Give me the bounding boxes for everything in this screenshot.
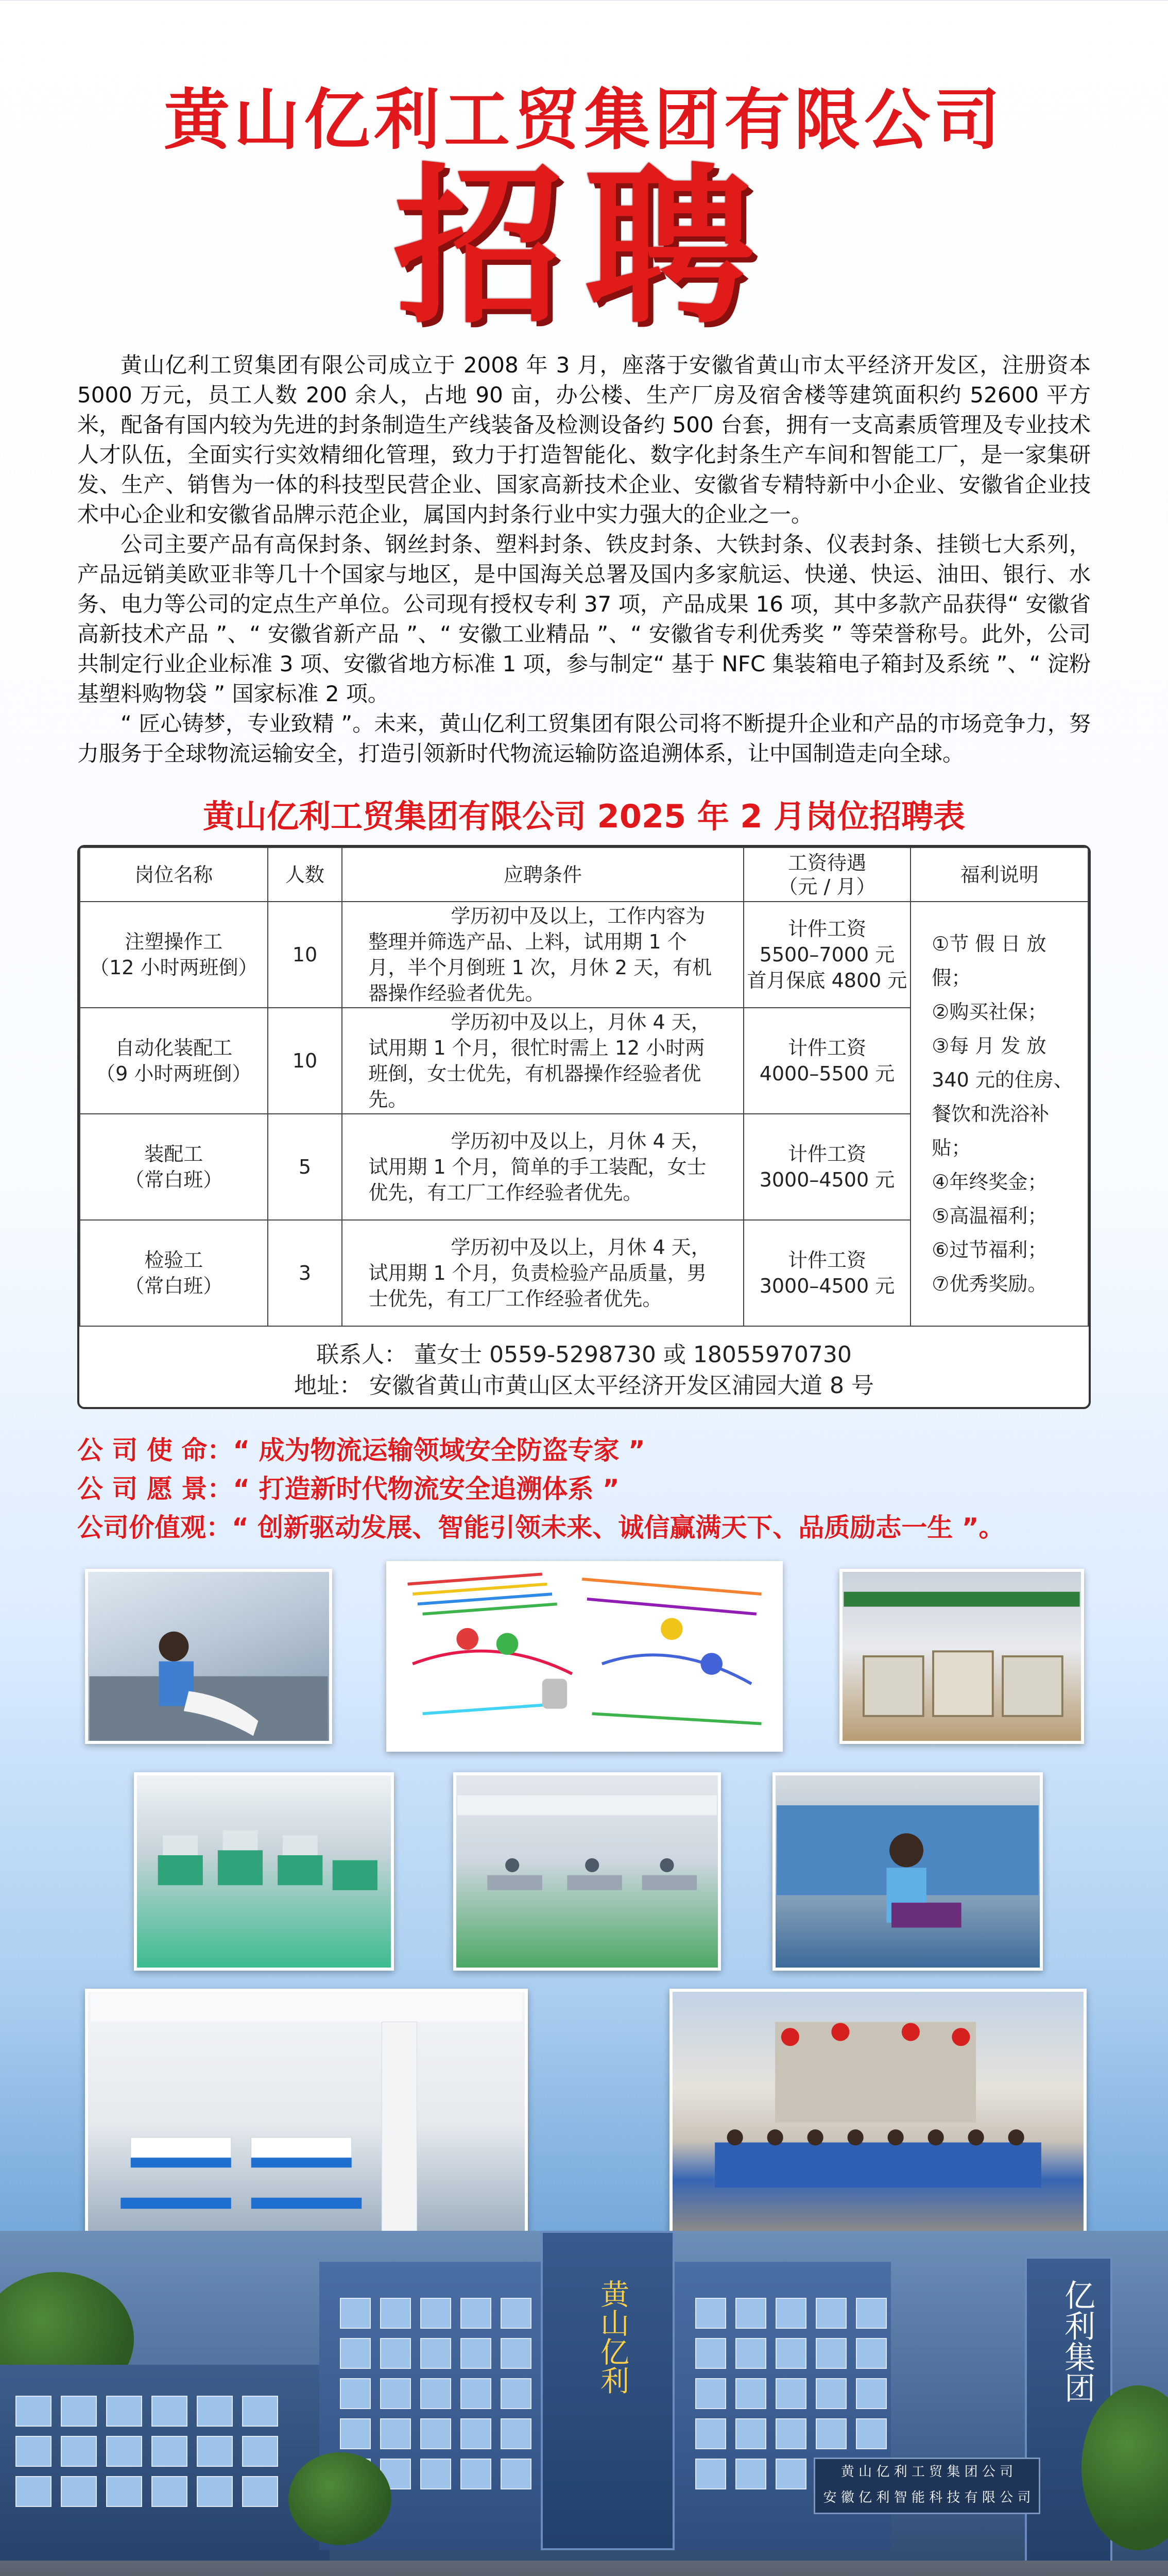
- welfare-item: ③每 月 发 放 340 元的住房、餐饮和洗浴补贴；: [932, 1035, 1073, 1159]
- salary-type: 计件工资: [787, 918, 866, 940]
- window: [420, 2459, 451, 2489]
- window: [380, 2418, 411, 2449]
- window-grid: [15, 2396, 278, 2507]
- count-cell: 10: [268, 1008, 342, 1114]
- office-illustration: [456, 1775, 718, 1968]
- window: [242, 2436, 278, 2467]
- window: [15, 2476, 51, 2507]
- salary-type: 计件工资: [787, 1037, 866, 1059]
- window: [15, 2436, 51, 2467]
- position-cell: [80, 1220, 268, 1326]
- worker-photo: [85, 1569, 332, 1744]
- recruit-table: [77, 845, 1091, 1409]
- window: [61, 2436, 97, 2467]
- window: [106, 2476, 142, 2507]
- salary-cell: [744, 1114, 911, 1220]
- values-slogan: 公司价值观：“ 创新驱动发展、智能引领未来、诚信赢满天下、品质励志一生 ”。: [77, 1513, 1005, 1543]
- welfare-item: ⑤高温福利；: [932, 1205, 1047, 1227]
- window: [460, 2418, 491, 2449]
- office-photo: [453, 1772, 721, 1971]
- window: [735, 2378, 766, 2409]
- welfare-item: ⑥过节福利；: [932, 1239, 1047, 1261]
- window: [776, 2298, 806, 2329]
- position-shift: （常白班）: [125, 1168, 223, 1191]
- header-requirements: 应聘条件: [342, 848, 743, 902]
- welfare-item: ⑦优秀奖励。: [932, 1273, 1047, 1295]
- position-cell: [80, 902, 268, 1008]
- position-shift: （12 小时两班倒）: [90, 956, 258, 979]
- window: [776, 2459, 806, 2489]
- tower-signage: 黄山亿利: [596, 2279, 629, 2395]
- canteen-photo: [85, 1989, 528, 2236]
- header-salary-line1: 工资待遇: [787, 851, 866, 874]
- workshop-photo-green: [134, 1772, 394, 1971]
- team-illustration: [673, 1992, 1084, 2233]
- table-title: 黄山亿利工贸集团有限公司 2025 年 2 月岗位招聘表: [202, 798, 966, 835]
- header-count: 人数: [268, 848, 342, 902]
- window: [695, 2338, 726, 2369]
- window: [856, 2298, 887, 2329]
- worker-illustration: [88, 1572, 329, 1741]
- header-position: 岗位名称: [80, 848, 268, 902]
- sign-line-1: 黄 山 亿 利 工 贸 集 团 公 司: [840, 2464, 1014, 2480]
- window: [816, 2338, 847, 2369]
- window: [242, 2476, 278, 2507]
- seals-illustration: [389, 1564, 780, 1749]
- position-name: 自动化装配工: [115, 1037, 233, 1059]
- window: [420, 2418, 451, 2449]
- window: [380, 2378, 411, 2409]
- window: [420, 2378, 451, 2409]
- window: [61, 2476, 97, 2507]
- position-name: 检验工: [144, 1249, 203, 1272]
- window: [460, 2338, 491, 2369]
- window: [340, 2338, 371, 2369]
- salary-cell: [744, 1008, 911, 1114]
- count-cell: 5: [268, 1114, 342, 1220]
- count-cell: 3: [268, 1220, 342, 1326]
- sign-line-2: 安 徽 亿 利 智 能 科 技 有 限 公 司: [823, 2490, 1031, 2505]
- welfare-cell: [911, 902, 1088, 1326]
- company-title: 黄山亿利工贸集团有限公司: [163, 82, 1004, 159]
- address-line: 地址： 安徽省黄山市黄山区太平经济开发区浦园大道 8 号: [294, 1372, 874, 1399]
- window: [460, 2378, 491, 2409]
- position-name: 注塑操作工: [125, 930, 223, 953]
- salary-extra: 首月保底 4800 元: [747, 969, 907, 992]
- window: [816, 2418, 847, 2449]
- header-salary-line2: （元 / 月）: [778, 875, 876, 898]
- warehouse-illustration: [843, 1572, 1081, 1741]
- right-tower-signage: 亿利集团: [1059, 2279, 1095, 2403]
- salary-range: 3000–4500 元: [759, 1168, 895, 1191]
- vision-slogan: 公 司 愿 景：“ 打造新时代物流安全追溯体系 ”: [77, 1474, 620, 1504]
- window: [340, 2298, 371, 2329]
- headquarters-building: [0, 2231, 1168, 2576]
- window: [380, 2338, 411, 2369]
- salary-cell: [744, 1220, 911, 1326]
- window: [197, 2396, 233, 2427]
- machine-photo: [772, 1772, 1043, 1971]
- window: [197, 2436, 233, 2467]
- salary-range: 5500–7000 元: [759, 943, 895, 966]
- contact-line: 联系人： 董女士 0559-5298730 或 18055970730: [316, 1342, 852, 1368]
- requirements-text: 学历初中及以上，工作内容为整理并筛选产品、上料，试用期 1 个月，半个月倒班 1 次，月休 2 天，有机器操作经验者优先。: [368, 905, 712, 1005]
- ground: [0, 2561, 1168, 2576]
- requirements-text: 学历初中及以上，月休 4 天，试用期 1 个月，很忙时需上 12 小时两班倒，女士优先，有机器操作经验者优先。: [368, 1011, 711, 1111]
- window: [501, 2459, 531, 2489]
- requirements-cell: [342, 1220, 743, 1326]
- window: [242, 2396, 278, 2427]
- window: [380, 2298, 411, 2329]
- window: [501, 2378, 531, 2409]
- intro-paragraph-1: 黄山亿利工贸集团有限公司成立于 2008 年 3 月，座落于安徽省黄山市太平经济开发区，注册资本 5000 万元，员工人数 200 余人，占地 90 亩，办公楼、生产厂房及宿舍楼等建筑面积约 52600 平方米，配备有国内较为先进的封条制造生产线装备及检测设备约 500 台套，拥有一支高素质管理及专业技术人才队伍，全面实行实效精细化管理，致力于打造智能化、数字化封条生产车间和智能工厂，是一家集研发、生产、销售为一体的科技型民营企业、国家高新技术企业、安徽省专精特新中小企业、安徽省企业技术中心企业和安徽省品牌示范企业，属国内封条行业中实力强大的企业之一。: [77, 352, 1091, 527]
- salary-type: 计件工资: [787, 1143, 866, 1165]
- window: [501, 2338, 531, 2369]
- header-salary: [744, 848, 911, 902]
- window: [856, 2378, 887, 2409]
- salary-cell: [744, 902, 911, 1008]
- window: [420, 2298, 451, 2329]
- requirements-cell: [342, 1114, 743, 1220]
- salary-type: 计件工资: [787, 1249, 866, 1272]
- count-cell: 10: [268, 902, 342, 1008]
- window: [106, 2436, 142, 2467]
- warehouse-photo: [839, 1569, 1084, 1744]
- window: [501, 2298, 531, 2329]
- header-welfare: 福利说明: [911, 848, 1088, 902]
- window: [340, 2418, 371, 2449]
- salary-range: 3000–4500 元: [759, 1275, 895, 1297]
- product-seals-photo: [386, 1561, 783, 1752]
- position-cell: [80, 1008, 268, 1114]
- position-name: 装配工: [144, 1143, 203, 1165]
- window: [460, 2298, 491, 2329]
- window: [816, 2378, 847, 2409]
- workshop-illustration: [137, 1775, 391, 1968]
- position-shift: （常白班）: [125, 1275, 223, 1297]
- window: [856, 2338, 887, 2369]
- window: [197, 2476, 233, 2507]
- welfare-item: ④年终奖金；: [932, 1171, 1047, 1193]
- window: [776, 2338, 806, 2369]
- contact-info: [77, 1340, 1091, 1401]
- window: [735, 2338, 766, 2369]
- team-photo: [669, 1989, 1087, 2236]
- salary-range: 4000–5500 元: [759, 1062, 895, 1085]
- window: [151, 2436, 187, 2467]
- welfare-item: ①节 假 日 放 假；: [932, 933, 1046, 989]
- welfare-item: ②购买社保；: [932, 1001, 1047, 1023]
- mission-slogan: 公 司 使 命：“ 成为物流运输领域安全防盗专家 ”: [77, 1435, 645, 1465]
- window: [735, 2298, 766, 2329]
- company-sign-board: [814, 2458, 1040, 2514]
- requirements-text: 学历初中及以上，月休 4 天，试用期 1 个月，简单的手工装配，女士优先，有工厂工作经验者优先。: [368, 1130, 711, 1204]
- window: [151, 2396, 187, 2427]
- requirements-text: 学历初中及以上，月休 4 天，试用期 1 个月，负责检验产品质量，男士优先，有工厂工作经验者优先。: [368, 1236, 711, 1310]
- requirements-cell: [342, 1008, 743, 1114]
- window: [340, 2378, 371, 2409]
- intro-paragraph-3: “ 匠心铸梦，专业致精 ”。未来，黄山亿利工贸集团有限公司将不断提升企业和产品的市场竞争力，努力服务于全球物流运输安全，打造引领新时代物流运输防盗追溯体系，让中国制造走向全球。: [77, 711, 1091, 766]
- window: [776, 2418, 806, 2449]
- window: [776, 2378, 806, 2409]
- window: [695, 2459, 726, 2489]
- window: [61, 2396, 97, 2427]
- machine-illustration: [776, 1775, 1040, 1968]
- window: [15, 2396, 51, 2427]
- window: [420, 2338, 451, 2369]
- table-row: [80, 902, 1088, 1008]
- window: [460, 2459, 491, 2489]
- intro-paragraph-2: 公司主要产品有高保封条、钢丝封条、塑料封条、铁皮封条、大铁封条、仪表封条、挂锁七大系列，产品远销美欧亚非等几十个国家与地区，是中国海关总署及国内多家航运、快递、快运、油田、银行、水务、电力等公司的定点生产单位。公司现有授权专利 37 项，产品成果 16 项，其中多款产品获得“ 安徽省高新技术产品 ”、“ 安徽省新产品 ”、“ 安徽工业精品 ”、“ 安徽省专利优秀奖 ” 等荣誉称号。此外，公司共制定行业企业标准 3 项、安徽省地方标准 1 项，参与制定“ 基于 NFC 集装箱电子箱封及系统 ”、“ 淀粉基塑料购物袋 ” 国家标准 2 项。: [77, 532, 1091, 706]
- requirements-cell: [342, 902, 743, 1008]
- window: [106, 2396, 142, 2427]
- company-intro: [77, 350, 1091, 769]
- window: [151, 2476, 187, 2507]
- left-building: [0, 2365, 330, 2561]
- window: [856, 2418, 887, 2449]
- window: [816, 2298, 847, 2329]
- window: [695, 2418, 726, 2449]
- position-cell: [80, 1114, 268, 1220]
- window: [695, 2298, 726, 2329]
- canteen-illustration: [88, 1992, 525, 2233]
- window: [735, 2418, 766, 2449]
- recruit-title: 招聘: [393, 148, 775, 346]
- window: [501, 2418, 531, 2449]
- window: [695, 2378, 726, 2409]
- tree: [288, 2452, 391, 2545]
- window: [735, 2459, 766, 2489]
- center-tower: [541, 2231, 675, 2550]
- position-shift: （9 小时两班倒）: [96, 1062, 252, 1085]
